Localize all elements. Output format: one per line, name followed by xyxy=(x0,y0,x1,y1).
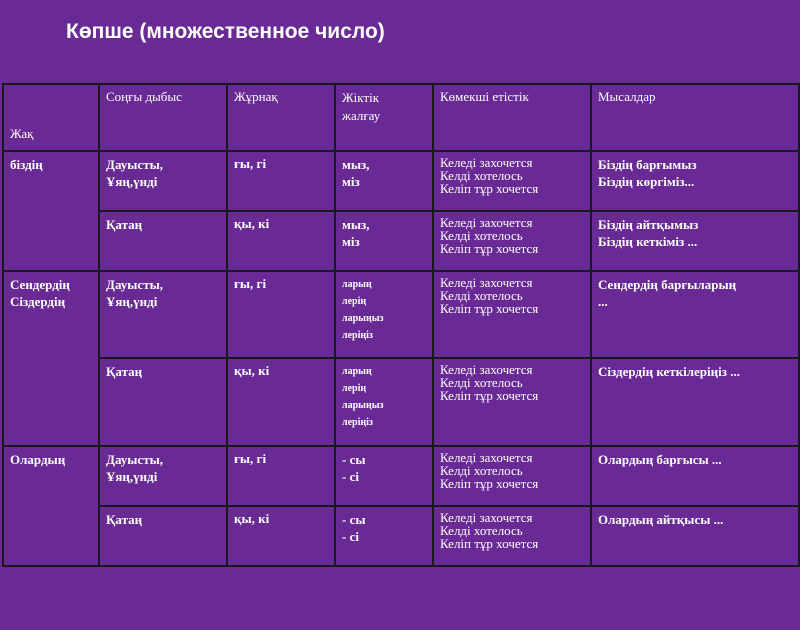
table-row xyxy=(3,358,799,445)
examples-cell xyxy=(591,151,799,211)
sound-cell xyxy=(99,358,227,445)
ending-line: міз xyxy=(342,234,360,250)
helper-line: Келіп тұр хочется xyxy=(440,388,539,404)
sound-line: Қатаң xyxy=(106,511,143,527)
examples-cell xyxy=(591,211,799,271)
ending-line: мыз, xyxy=(342,157,370,172)
ending-line: мыз, xyxy=(342,217,370,233)
ending-cell xyxy=(335,506,433,566)
example-line: Біздің кеткіміз ... xyxy=(598,234,698,250)
sound-line: Ұяң,үнді xyxy=(106,468,158,484)
example-line: Сіздердің кеткілеріңіз ... xyxy=(598,364,740,380)
sound-cell xyxy=(99,151,227,211)
page-title: Көпше (множественное число) xyxy=(66,20,385,43)
helper-line: Келіп тұр хочется xyxy=(440,535,539,551)
ending-cell xyxy=(335,151,433,211)
header-ending-line-1: Жіктік xyxy=(342,90,380,105)
examples-cell xyxy=(591,358,799,445)
person-cell xyxy=(3,446,99,566)
ending-cell xyxy=(335,211,433,271)
ending-line: міз xyxy=(342,174,360,189)
ending-line: - сы xyxy=(342,451,366,467)
table-row xyxy=(3,211,799,271)
auxiliary-cell xyxy=(433,271,591,358)
ending-cell xyxy=(335,271,433,358)
suffix-cell: ғы, гі xyxy=(227,271,335,358)
person-text: біздің xyxy=(10,157,43,172)
ending-cell xyxy=(335,446,433,506)
helper-line: Келіп тұр хочется xyxy=(440,181,539,196)
sound-line: Қатаң xyxy=(106,217,143,233)
helper-line: Келді хотелось xyxy=(440,522,523,538)
table-row xyxy=(3,271,799,358)
person-cell xyxy=(3,151,99,271)
sound-line: Дауысты, xyxy=(106,451,163,467)
example-line: Біздің айтқымыз xyxy=(598,217,699,233)
helper-line: Келді хотелось xyxy=(440,375,523,391)
helper-line: Келіп тұр хочется xyxy=(440,301,539,317)
suffix-cell: ғы, гі xyxy=(227,446,335,506)
ending-line: - сі xyxy=(342,468,359,484)
example-line: Олардың барғысы ... xyxy=(598,451,722,467)
ending-line: ларың xyxy=(342,366,372,378)
header-final-sound: Соңғы дыбыс xyxy=(99,84,227,151)
ending-line: лерің xyxy=(342,383,367,395)
sound-line: Ұяң,үнді xyxy=(106,294,158,310)
sound-cell xyxy=(99,211,227,271)
person-text: Олардың xyxy=(10,451,66,467)
header-suffix: Жұрнақ xyxy=(227,84,335,151)
auxiliary-cell xyxy=(433,446,591,506)
person-text: Сендердің xyxy=(10,277,70,293)
suffix-cell: ғы, гі xyxy=(227,151,335,211)
sound-line: Қатаң xyxy=(106,364,143,380)
grammar-table xyxy=(2,83,800,567)
helper-line: Келді хотелось xyxy=(440,288,523,304)
sound-cell xyxy=(99,506,227,566)
helper-line: Келеді захочется xyxy=(440,362,533,378)
person-cell xyxy=(3,271,99,445)
header-examples: Мысалдар xyxy=(591,84,799,151)
person-text: Сіздердің xyxy=(10,294,66,310)
ending-line: ларыңыз xyxy=(342,400,384,412)
examples-cell xyxy=(591,446,799,506)
suffix-cell: қы, кі xyxy=(227,358,335,445)
example-line: Сендердің барғыларың xyxy=(598,277,737,293)
header-row xyxy=(3,84,799,151)
ending-line: леріңіз xyxy=(342,330,373,342)
table-row xyxy=(3,506,799,566)
helper-line: Келеді захочется xyxy=(440,449,533,465)
ending-line: - сы xyxy=(342,511,366,527)
suffix-cell: қы, кі xyxy=(227,211,335,271)
auxiliary-cell xyxy=(433,151,591,211)
helper-line: Келіп тұр хочется xyxy=(440,475,539,491)
example-line: ... xyxy=(598,294,608,310)
header-personal-ending xyxy=(335,84,433,151)
examples-cell xyxy=(591,271,799,358)
helper-line: Келеді захочется xyxy=(440,155,533,170)
sound-line: Ұяң,үнді xyxy=(106,174,158,189)
ending-line: ларың xyxy=(342,279,372,291)
example-line: Біздің барғымыз xyxy=(598,157,697,172)
helper-line: Келеді захочется xyxy=(440,509,533,525)
example-line: Біздің көргіміз... xyxy=(598,174,695,189)
header-person: Жақ xyxy=(3,84,99,151)
examples-cell xyxy=(591,506,799,566)
auxiliary-cell xyxy=(433,211,591,271)
sound-line: Дауысты, xyxy=(106,277,163,293)
helper-line: Келеді захочется xyxy=(440,215,533,231)
sound-cell xyxy=(99,271,227,358)
helper-line: Келді хотелось xyxy=(440,228,523,244)
helper-line: Келіп тұр хочется xyxy=(440,241,539,257)
table-row xyxy=(3,151,799,211)
helper-line: Келеді захочется xyxy=(440,275,533,291)
ending-line: лерің xyxy=(342,296,367,308)
header-auxiliary-verb: Көмекші етістік xyxy=(433,84,591,151)
helper-line: Келді хотелось xyxy=(440,462,523,478)
header-ending-line-2: жалғау xyxy=(342,108,381,123)
ending-cell xyxy=(335,358,433,445)
ending-line: - сі xyxy=(342,528,359,544)
sound-line: Дауысты, xyxy=(106,157,163,172)
ending-line: ларыңыз xyxy=(342,313,384,325)
table-row xyxy=(3,446,799,506)
auxiliary-cell xyxy=(433,506,591,566)
auxiliary-cell xyxy=(433,358,591,445)
suffix-cell: қы, кі xyxy=(227,506,335,566)
helper-line: Келді хотелось xyxy=(440,168,523,183)
example-line: Олардың айтқысы ... xyxy=(598,511,724,527)
ending-line: леріңіз xyxy=(342,417,373,429)
sound-cell xyxy=(99,446,227,506)
